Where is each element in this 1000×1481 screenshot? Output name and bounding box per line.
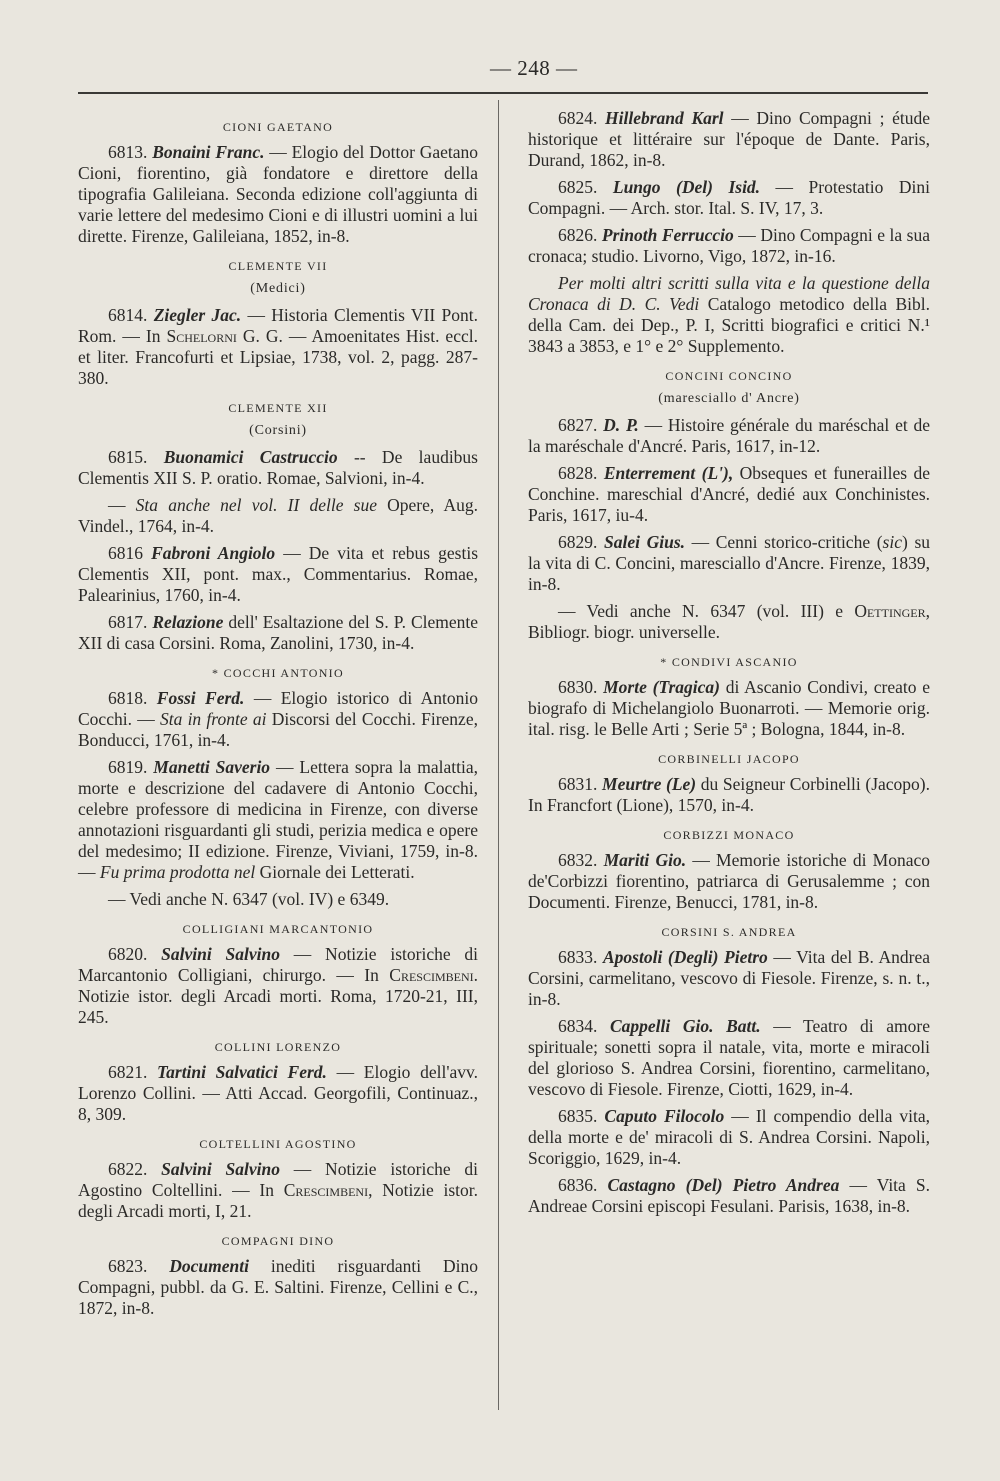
entry-smallcaps: Crescimbeni bbox=[389, 965, 474, 985]
entry-6822 bbox=[78, 1159, 478, 1222]
entry-text: — Histoire générale du maréschal et de la maréschale d'Ancré. Paris, 1617, in-12. bbox=[528, 415, 931, 456]
entry-text: di Ascanio Condivi, creato e biografo di Michelangiolo Buonarroti. — Memorie orig. ital. risg. le Belle Arti ; Serie 5ª ; Bologna, 1844, in-8. bbox=[528, 677, 931, 739]
entry-author: Fossi Ferd. bbox=[156, 688, 245, 708]
entry-number: 6817. bbox=[108, 612, 148, 632]
entry-author: Mariti Gio. bbox=[603, 850, 687, 870]
entry-6823 bbox=[78, 1256, 478, 1319]
section-heading: CIONI GAETANO bbox=[222, 120, 334, 134]
section-heading: * COCCHI ANTONIO bbox=[212, 666, 344, 680]
entry-number: 6829. bbox=[558, 532, 598, 552]
entry-number: 6819. bbox=[108, 757, 148, 777]
entry-text: — Protestatio Dini Compagni. — Arch. stor. Ital. S. IV, 17, 3. bbox=[528, 177, 931, 218]
entry-author: Morte (Tragica) bbox=[603, 677, 721, 697]
entry-number: 6826. bbox=[558, 225, 598, 245]
entry-text: — Vita del B. Andrea Corsini, carmelitano, vescovo di Fiesole. Firenze, s. n. t., in-8. bbox=[528, 947, 930, 1009]
section-heading: COMPAGNI DINO bbox=[221, 1234, 335, 1248]
entry-author: Apostoli (Degli) Pietro bbox=[602, 947, 768, 967]
entry-text: — Dino Compagni e la sua cronaca; studio. Livorno, Vigo, 1872, in-16. bbox=[528, 225, 931, 266]
entry-6820 bbox=[78, 944, 478, 1028]
entry-author: Salvini Salvino bbox=[161, 944, 280, 964]
entry-number: 6820. bbox=[108, 944, 148, 964]
entry-text: G. G. — Amoenitates Hist. eccl. et liter. Francofurti et Lipsiae, 1738, vol. 2, pagg. 287-380. bbox=[78, 326, 478, 388]
entry-smallcaps: Oettinger bbox=[854, 601, 926, 621]
entry-author: Castagno (Del) Pietro Andrea bbox=[607, 1175, 840, 1195]
entry-text: Obseques et funerailles de Conchine. mareschial d'Ancré, dedié aux Conchinistes. Paris, 1617, iu-4. bbox=[528, 463, 931, 525]
page: — 248 — CIONI GAETANO 6813. Bonaini Franc. — Elogio del Dottor Gaetano Cioni, fiorentino, già fondatore e direttore della tipografia Galileiana. Seconda edizione coll'aggiunta di varie lettere del medesimo Cioni e di illustri uomini a lui dirette. Firenze, Galileiana, 1852, in-8. CLEMENTE VII (Medici) 6814. Ziegler Jac. — Historia Clementis VII Pont. Rom. — In Schelorni G. G. — Amoenitates Hist. eccl. et liter. Francofurti et Lipsiae, 1738, vol. 2, pagg. 287-380. CLEMENTE XII (Corsini) 6815. Buonamici Castruccio -- De laudibus Clementis XII S. P. oratio. Romae, Salvioni, in-4. — Sta anche nel vol. II delle sue Opere, Aug. Vindel., 1764, in-4. 6816 Fabroni Angiolo — De vita et rebus gestis Clementis XII, pont. max., Commentarius. Romae, Palearinius, 1760, in-4. 6817. Relazione dell' Esaltazione del S. P. Clemente XII di casa Corsini. Roma, Zanolini, 1730, in-4. * COCCHI ANTONIO 6818. Fossi Ferd. — Elogio istorico di Antonio Cocchi. — Sta in fronte ai Discorsi del Cocchi. Firenze, Bonducci, 1761, in-4. 6819. Manetti Saverio — Lettera sopra la malattia, morte e descrizione del cadavere di Antonio Cocchi, celebre professore di medicina in Firenze, con diverse annotazioni risguardanti gli studi, perizia medica e opere del medesimo; II edizione. Firenze, Viviani, 1759, in-8. — Fu prima prodotta nel Giornale dei Letterati. — Vedi anche N. 6347 (vol. IV) e 6349. COLLIGIANI MARCANTONIO 6820. Salvini Salvino — Notizie istoriche di Marcantonio Colligiani, chirurgo. — In Crescimbeni. Notizie istor. degli Arcadi morti. Roma, 1720-21, III, 245. COLLINI LORENZO 6821. Tartini Salvatici Ferd. — Elogio dell'avv. Lorenzo Collini. — Atti Accad. Georgofili, Continuaz., 8, 309. COLTELLINI AGOSTINO 6822. Salvini Salvino — Notizie istoriche di Agostino Coltellini. — In Crescimbeni, Notizie istor. degli Arcadi morti, I, 21. COMPAGNI DINO 6823. Documenti inediti risguardanti Dino Compagni, pubbl. da G. E. Saltini. Firenze, Cellini e C., 1872, in-8. 6824. Hillebrand Karl — Dino Compagni ; étude historique et littéraire sur l'époque de Dante. Paris, Durand, 1862, in-8. 6825. Lungo (Del) Isid. — Protestatio Dini Compagni. — Arch. stor. Ital. S. IV, 17, 3. 6826. Prinoth Ferruccio — Dino Compagni e la sua cronaca; studio. Livorno, Vigo, 1872, in-16. Per molti altri scritti sulla vita e la questione della Cronaca di D. C. Vedi Catalogo metodico della Bibl. della Cam. dei Dep., P. I, Scritti biografici e critici N.¹ 3843 a 3853, e 1° e 2° Supplemento. CONCINI CONCINO (maresciallo d' Ancre) 6827. D. P. — Histoire générale du maréschal et de la maréschale d'Ancré. Paris, 1617, in-12. 6828. Enterrement (L'), Obseques et funerailles de Conchine. mareschial d'Ancré, dedié aux Conchinistes. Paris, 1617, iu-4. 6829. Salei Gius. — Cenni storico-critiche (sic) su la vita di C. Concini, maresciallo d'Ancre. Firenze, 1839, in-8. — Vedi anche N. 6347 (vol. III) e Oettinger, Bibliogr. biogr. universelle. * CONDIVI ASCANIO 6830. Morte (Tragica) di Ascanio Condivi, creato e biografo di Michelangiolo Buonarroti. — Memorie orig. ital. risg. le Belle Arti ; Serie 5ª ; Bologna, 1844, in-8. CORBINELLI JACOPO 6831. Meurtre (Le) du Seigneur Corbinelli (Jacopo). In Francfort (Lione), 1570, in-4. CORBIZZI MONACO 6832. Mariti Gio. — Memorie istoriche di Monaco de'Corbizzi fiorentino, patriarca di Gerusalemme ; con Documenti. Firenze, Benucci, 1781, in-8. CORSINI S. ANDREA 6833. Apostoli (Degli) Pietro — Vita del B. Andrea Corsini, carmelitano, vescovo di Fiesole. Firenze, s. n. t., in-8. 6834. Cappelli Gio. Batt. — Teatro di amore spirituale; sonetti sopra il natale, vita, morte e miracoli del glorioso S. Andrea Corsini, fiorentino, carmelitano, vescovo di Fiesole. Firenze, Ciotti, 1629, in-4. 6835. Caputo Filocolo — Il compendio della vita, della morte e de' miracoli di S. Andrea Corsini. Napoli, Scoriggio, 1629, in-4. 6836. Castagno (Del) Pietro Andrea — Vita S. Andreae Corsini episcopi Fesulani. Parisis, 1638, in-8. bbox=[0, 0, 1000, 1481]
entry-text: — Vedi anche N. 6347 (vol. IV) e 6349. bbox=[108, 889, 390, 909]
section-subheading: (maresciallo d' Ancre) bbox=[658, 391, 800, 406]
entry-6835 bbox=[528, 1106, 930, 1169]
entry-author: D. P. bbox=[603, 415, 639, 435]
entry-number: 6824. bbox=[558, 108, 598, 128]
entry-author: Tartini Salvatici Ferd. bbox=[157, 1062, 327, 1082]
entry-author: Hillebrand Karl bbox=[605, 108, 724, 128]
section-heading: CLEMENTE XII bbox=[228, 401, 328, 415]
entry-6824 bbox=[528, 108, 930, 171]
entry-author: Ziegler Jac. bbox=[153, 305, 242, 325]
section-heading: CORSINI S. ANDREA bbox=[661, 925, 797, 939]
entry-text: du Seigneur Corbinelli (Jacopo). In Francfort (Lione), 1570, in-4. bbox=[528, 774, 930, 815]
entry-number: 6836. bbox=[558, 1175, 598, 1195]
entry-author: Fabroni Angiolo bbox=[151, 543, 276, 563]
entry-text: — Vita S. Andreae Corsini episcopi Fesulani. Parisis, 1638, in-8. bbox=[528, 1175, 931, 1216]
entry-number: 6825. bbox=[558, 177, 598, 197]
entry-6834 bbox=[528, 1016, 930, 1100]
entry-text: — Historia Clementis VII Pont. Rom. — In bbox=[78, 305, 478, 346]
entry-text: — Dino Compagni ; étude historique et littéraire sur l'époque de Dante. Paris, Durand, 1862, in-8. bbox=[528, 108, 930, 170]
entry-text: dell' Esaltazione del S. P. Clemente XII di casa Corsini. Roma, Zanolini, 1730, in-4. bbox=[78, 612, 479, 653]
entry-6829-note bbox=[528, 601, 930, 643]
entry-number: 6813. bbox=[108, 142, 148, 162]
entry-number: 6823. bbox=[108, 1256, 148, 1276]
entry-text: . Notizie istor. degli Arcadi morti. Roma, 1720-21, III, 245. bbox=[78, 965, 478, 1027]
entry-number: 6814. bbox=[108, 305, 148, 325]
entry-6816 bbox=[78, 543, 478, 606]
section-heading: * CONDIVI ASCANIO bbox=[660, 655, 798, 669]
entry-6817 bbox=[78, 612, 478, 654]
entry-text: Catalogo metodico della Bibl. della Cam. dei Dep., P. I, Scritti biografici e critici N.¹ 3843 a 3853, e 1° e 2° Supplemento. bbox=[528, 294, 930, 356]
entry-text: , Notizie istor. degli Arcadi morti, I, 21. bbox=[78, 1180, 478, 1221]
entry-6826-note bbox=[528, 273, 930, 357]
entry-text: — Il compendio della vita, della morte e de' miracoli di S. Andrea Corsini. Napoli, Scoriggio, 1629, in-4. bbox=[528, 1106, 931, 1168]
section-heading: CLEMENTE VII bbox=[228, 259, 328, 273]
entry-text: — Notizie istoriche di Agostino Coltellini. — In bbox=[78, 1159, 478, 1200]
entry-author: Cappelli Gio. Batt. bbox=[609, 1016, 761, 1036]
section-heading: COLTELLINI AGOSTINO bbox=[199, 1137, 357, 1151]
entry-text: — Vedi anche N. 6347 (vol. III) e bbox=[558, 601, 855, 621]
header-rule bbox=[78, 92, 928, 94]
entry-author: Lungo (Del) Isid. bbox=[612, 177, 761, 197]
entry-6829 bbox=[528, 532, 930, 595]
entry-author: Manetti Saverio bbox=[153, 757, 271, 777]
entry-italic: Sta in fronte ai bbox=[159, 709, 267, 729]
entry-6814 bbox=[78, 305, 478, 389]
entry-6825 bbox=[528, 177, 930, 219]
entry-6831 bbox=[528, 774, 930, 816]
entry-number: 6816 bbox=[108, 543, 143, 563]
entry-6830 bbox=[528, 677, 930, 740]
entry-number: 6831. bbox=[558, 774, 598, 794]
entry-author: Prinoth Ferruccio bbox=[601, 225, 734, 245]
entry-text: Discorsi del Cocchi. Firenze, Bonducci, 1761, in-4. bbox=[78, 709, 478, 750]
section-heading: CORBIZZI MONACO bbox=[663, 828, 795, 842]
entry-6826 bbox=[528, 225, 930, 267]
entry-text: — Memorie istoriche di Monaco de'Corbizzi fiorentino, patriarca di Gerusalemme ; con Documenti. Firenze, Benucci, 1781, in-8. bbox=[528, 850, 930, 912]
entry-author: Enterrement (L'), bbox=[603, 463, 734, 483]
left-column bbox=[78, 108, 478, 1325]
entry-text: ) su la vita di C. Concini, maresciallo d'Ancre. Firenze, 1839, in-8. bbox=[528, 532, 931, 594]
entry-number: 6815. bbox=[108, 447, 148, 467]
entry-6827 bbox=[528, 415, 930, 457]
entry-number: 6833. bbox=[558, 947, 598, 967]
entry-author: Documenti bbox=[169, 1256, 250, 1276]
entry-author: Bonaini Franc. bbox=[152, 142, 265, 162]
column-divider bbox=[498, 100, 499, 1410]
entry-6821 bbox=[78, 1062, 478, 1125]
section-heading: CORBINELLI JACOPO bbox=[658, 752, 800, 766]
entry-number: 6834. bbox=[558, 1016, 598, 1036]
entry-text: — De vita et rebus gestis Clementis XII, pont. max., Commentarius. Romae, Palearinius, 1760, in-4. bbox=[78, 543, 479, 605]
entry-6813 bbox=[78, 142, 478, 247]
entry-text: , Bibliogr. biogr. universelle. bbox=[528, 601, 930, 642]
entry-text: — Cenni storico-critiche ( bbox=[685, 532, 883, 552]
entry-number: 6828. bbox=[558, 463, 598, 483]
entry-smallcaps: Crescimbeni bbox=[283, 1180, 369, 1200]
entry-author: Caputo Filocolo bbox=[604, 1106, 725, 1126]
entry-text: — Elogio del Dottor Gaetano Cioni, fiorentino, già fondatore e direttore della tipografia Galileiana. Seconda edizione coll'aggiunta di varie lettere del medesimo Cioni e di illustri uomini a lui dirette. Firenze, Galileiana, 1852, in-8. bbox=[78, 142, 478, 246]
entry-number: 6818. bbox=[108, 688, 148, 708]
entry-author: Salvini Salvino bbox=[161, 1159, 280, 1179]
entry-6815-note bbox=[78, 495, 478, 537]
entry-italic: Fu prima prodotta nel bbox=[99, 862, 256, 882]
entry-6819-note bbox=[78, 889, 478, 910]
entry-text: -- De laudibus Clementis XII S. P. oratio. Romae, Salvioni, in-4. bbox=[78, 447, 478, 488]
entry-author: Salei Gius. bbox=[604, 532, 686, 552]
entry-author: Meurtre (Le) bbox=[602, 774, 697, 794]
entry-text: — bbox=[108, 495, 136, 515]
entry-number: 6822. bbox=[108, 1159, 148, 1179]
entry-text: — Elogio istorico di Antonio Cocchi. — bbox=[78, 688, 479, 729]
entry-text: — Notizie istoriche di Marcantonio Colligiani, chirurgo. — In bbox=[78, 944, 478, 985]
entry-6819 bbox=[78, 757, 478, 883]
section-subheading: (Medici) bbox=[250, 281, 306, 296]
entry-italic: Per molti altri scritti sulla vita e la questione della Cronaca di D. C. Vedi bbox=[528, 273, 930, 314]
entry-text: Giornale dei Letterati. bbox=[255, 862, 415, 882]
entry-text: Opere, Aug. Vindel., 1764, in-4. bbox=[78, 495, 478, 536]
section-heading: COLLINI LORENZO bbox=[214, 1040, 342, 1054]
entry-smallcaps: Schelorni bbox=[166, 326, 237, 346]
entry-text: — Elogio dell'avv. Lorenzo Collini. — Atti Accad. Georgofili, Continuaz., 8, 309. bbox=[78, 1062, 478, 1124]
entry-number: 6835. bbox=[558, 1106, 598, 1126]
entry-number: 6821. bbox=[108, 1062, 148, 1082]
right-column bbox=[528, 108, 930, 1223]
entry-6815 bbox=[78, 447, 478, 489]
section-subheading: (Corsini) bbox=[249, 423, 307, 438]
section-heading: CONCINI CONCINO bbox=[665, 369, 793, 383]
section-heading: COLLIGIANI MARCANTONIO bbox=[182, 922, 374, 936]
entry-italic: sic bbox=[882, 532, 902, 552]
entry-text: inediti risguardanti Dino Compagni, pubbl. da G. E. Saltini. Firenze, Cellini e C., 1872, in-8. bbox=[78, 1256, 479, 1318]
entry-6832 bbox=[528, 850, 930, 913]
entry-6828 bbox=[528, 463, 930, 526]
entry-number: 6830. bbox=[558, 677, 598, 697]
entry-text: — Teatro di amore spirituale; sonetti sopra il natale, vita, morte e miracoli del glorioso S. Andrea Corsini, fiorentino, carmelitano, vescovo di Fiesole. Firenze, Ciotti, 1629, in-4. bbox=[528, 1016, 930, 1099]
entry-6818 bbox=[78, 688, 478, 751]
entry-author: Relazione bbox=[152, 612, 224, 632]
entry-author: Buonamici Castruccio bbox=[163, 447, 338, 467]
entry-text: — Lettera sopra la malattia, morte e descrizione del cadavere di Antonio Cocchi, celebre professore di medicina in Firenze, con diverse annotazioni risguardanti gli studi, perizia medica e opere del medesimo; II edizione. Firenze, Viviani, 1759, in-8. — bbox=[78, 757, 478, 882]
entry-6836 bbox=[528, 1175, 930, 1217]
entry-italic: Sta anche nel vol. II delle sue bbox=[135, 495, 377, 515]
entry-number: 6827. bbox=[558, 415, 598, 435]
entry-number: 6832. bbox=[558, 850, 598, 870]
entry-6833 bbox=[528, 947, 930, 1010]
